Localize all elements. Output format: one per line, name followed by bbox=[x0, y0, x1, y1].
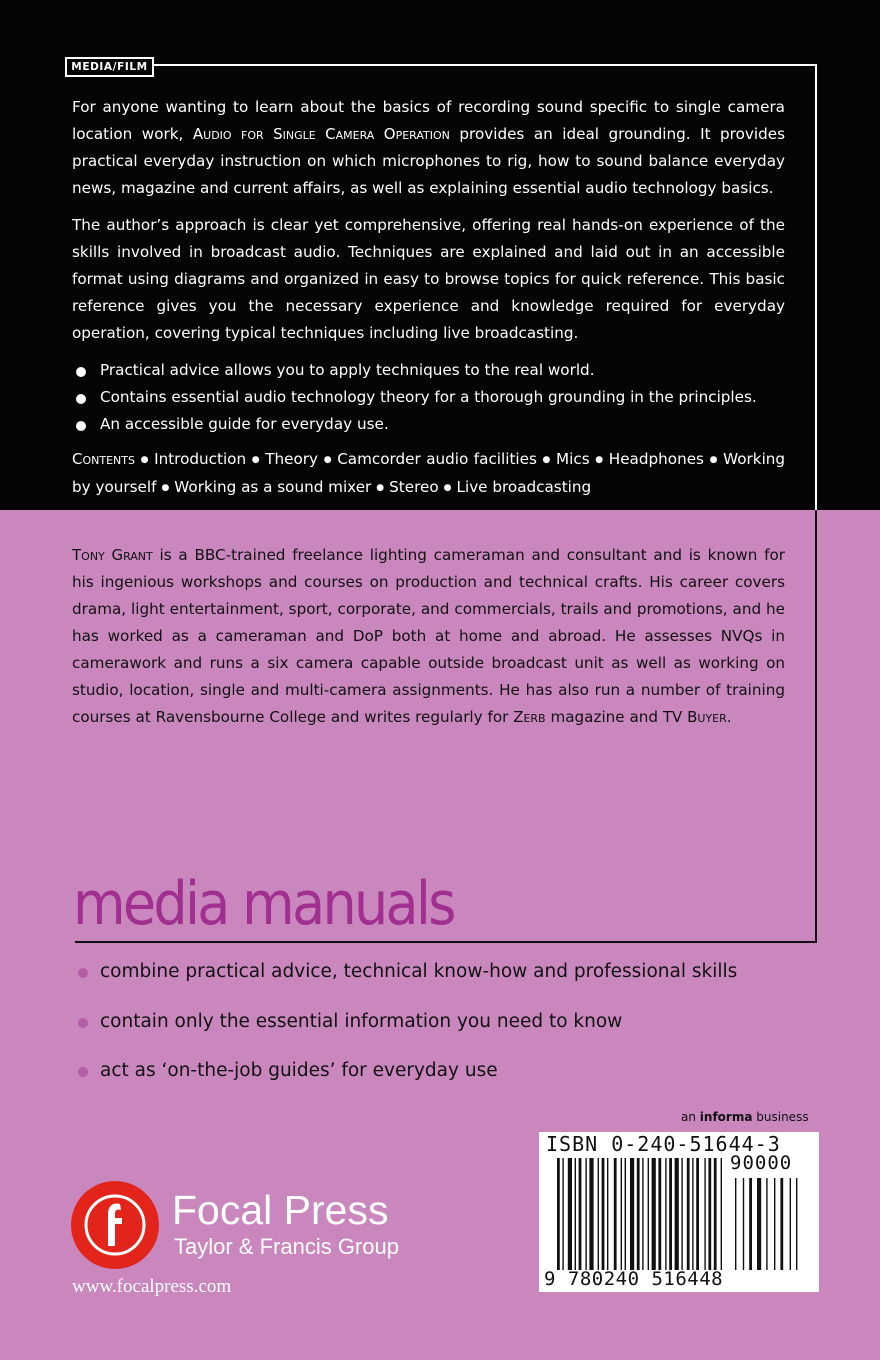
contents-label: Contents bbox=[72, 450, 135, 468]
price-code: 90000 bbox=[730, 1152, 793, 1174]
barcode-bar bbox=[708, 1158, 711, 1270]
barcode-bar bbox=[621, 1158, 622, 1270]
ean-number: 9 780240 516448 bbox=[544, 1268, 724, 1290]
barcode-bar bbox=[602, 1158, 605, 1270]
barcode-bar bbox=[669, 1158, 672, 1270]
barcode-bar bbox=[675, 1158, 679, 1270]
barcode-bar bbox=[774, 1178, 775, 1270]
series-title: media manuals bbox=[73, 869, 454, 939]
contents-item: Stereo bbox=[389, 478, 439, 496]
contents-item: Theory bbox=[265, 450, 319, 468]
author-name: Tony Grant bbox=[72, 546, 153, 564]
barcode-bar bbox=[743, 1178, 744, 1270]
contents-item: Working by yourself bbox=[72, 450, 786, 496]
contents-item: Headphones bbox=[608, 450, 704, 468]
barcode-bar bbox=[585, 1158, 586, 1270]
barcode-bar bbox=[625, 1158, 626, 1270]
informa-line: an informa business bbox=[681, 1110, 809, 1124]
contents-item: Live broadcasting bbox=[456, 478, 592, 496]
focal-press-logo-icon bbox=[70, 1180, 160, 1270]
list-item: Practical advice allows you to apply techniques to the real world. bbox=[72, 357, 785, 384]
barcode-bar bbox=[735, 1178, 736, 1270]
barcode-bar bbox=[780, 1178, 783, 1270]
list-item: Contains essential audio technology theory for a thorough grounding in the principles. bbox=[72, 384, 785, 411]
barcode-bar bbox=[630, 1158, 634, 1270]
frame-line-right-upper bbox=[815, 64, 817, 510]
blurb bbox=[72, 94, 785, 512]
list-item: act as ‘on-the-job guides’ for everyday use bbox=[78, 1054, 737, 1104]
barcode-bar bbox=[721, 1158, 722, 1270]
contents-item: Working as a sound mixer bbox=[174, 478, 372, 496]
barcode-bar bbox=[704, 1158, 705, 1270]
barcode-bar bbox=[648, 1158, 649, 1270]
barcode-bar bbox=[614, 1158, 617, 1270]
barcode-bar bbox=[637, 1158, 640, 1270]
book-title: Audio for Single Camera Operation bbox=[192, 125, 450, 143]
barcode-bar bbox=[575, 1158, 576, 1270]
bullet-icon bbox=[76, 421, 86, 431]
barcode-bar bbox=[665, 1158, 666, 1270]
bullet-icon bbox=[78, 1018, 88, 1028]
barcode-bar bbox=[749, 1178, 752, 1270]
barcode bbox=[539, 1132, 819, 1292]
barcode-bar bbox=[658, 1158, 661, 1270]
barcode-bar bbox=[589, 1158, 593, 1270]
barcode-bar bbox=[696, 1158, 699, 1270]
barcode-bar bbox=[687, 1158, 690, 1270]
bullet-icon bbox=[76, 394, 86, 404]
list-item: An accessible guide for everyday use. bbox=[72, 411, 785, 438]
publisher-url[interactable]: www.focalpress.com bbox=[72, 1276, 232, 1297]
contents-line: Contents ● Introduction ● Theory ● Camcorder audio facilities ● Mics ● Headphones ● Working by yourself ● Working as a sound mixer ● Stereo ● Live broadcasting bbox=[72, 450, 786, 496]
frame-line-top bbox=[152, 64, 817, 66]
barcode-bar bbox=[642, 1158, 643, 1270]
barcode-bar bbox=[714, 1158, 717, 1270]
barcode-bar bbox=[796, 1178, 797, 1270]
bullet-icon bbox=[78, 1067, 88, 1077]
barcode-bar bbox=[598, 1158, 599, 1270]
blurb-paragraph-1: For anyone wanting to learn about the basics of recording sound specific to single camera location work, Audio for Single Camera Operation provides an ideal grounding. It provides practical everyday instruction on which microphones to rig, how to sound balance everyday news, magazine and current affairs, as well as explaining essential audio technology basics. bbox=[72, 98, 785, 197]
barcode-bar bbox=[681, 1158, 682, 1270]
blurb-paragraph-2: The author’s approach is clear yet comprehensive, offering real hands-on experience of the skills involved in broadcast audio. Techniques are explained and laid out in an accessible format using diagrams and organized in easy to browse topics for quick reference. This basic reference gives you the necessary experience and knowledge required for everyday operation, covering typical techniques including live broadcasting. bbox=[72, 216, 785, 342]
barcode-bar bbox=[568, 1158, 572, 1270]
contents-item: Mics bbox=[556, 450, 590, 468]
barcode-bar bbox=[562, 1158, 563, 1270]
frame-line-right-lower bbox=[815, 510, 817, 943]
publisher-group: Taylor & Francis Group bbox=[174, 1234, 399, 1259]
feature-list bbox=[72, 357, 785, 438]
barcode-bar bbox=[557, 1158, 560, 1270]
series-points bbox=[78, 955, 737, 1104]
isbn-text: ISBN 0-240-51644-3 bbox=[546, 1132, 781, 1156]
list-item: contain only the essential information you need to know bbox=[78, 1005, 737, 1055]
barcode-bar bbox=[579, 1158, 582, 1270]
barcode-bar bbox=[692, 1158, 693, 1270]
author-bio: Tony Grant is a BBC-trained freelance lighting cameraman and consultant and is known for his ingenious workshops and courses on production and technical crafts. His career covers drama, light entertainment, sport, corporate, and commercials, trails and promotions, and he has worked as a cameraman and DoP both at home and abroad. He assesses NVQs in camerawork and runs a six camera capable outside broadcast unit as well as working on studio, location, single and multi-camera assignments. He has also run a number of training courses at Ravensbourne College and writes regularly for Zerb magazine and TV Buyer. bbox=[72, 546, 785, 726]
list-item: combine practical advice, technical know-how and professional skills bbox=[78, 955, 737, 1005]
barcode-bar bbox=[790, 1178, 791, 1270]
category-tag: MEDIA/FILM bbox=[65, 57, 154, 77]
contents-item: Introduction bbox=[154, 450, 247, 468]
barcode-bar bbox=[757, 1178, 761, 1270]
barcode-bar bbox=[766, 1178, 767, 1270]
bullet-icon bbox=[76, 367, 86, 377]
barcode-bar bbox=[607, 1158, 608, 1270]
publisher-name: Focal Press bbox=[172, 1187, 389, 1233]
barcode-bar bbox=[652, 1158, 656, 1270]
bullet-icon bbox=[78, 968, 88, 978]
contents-item: Camcorder audio facilities bbox=[337, 450, 537, 468]
